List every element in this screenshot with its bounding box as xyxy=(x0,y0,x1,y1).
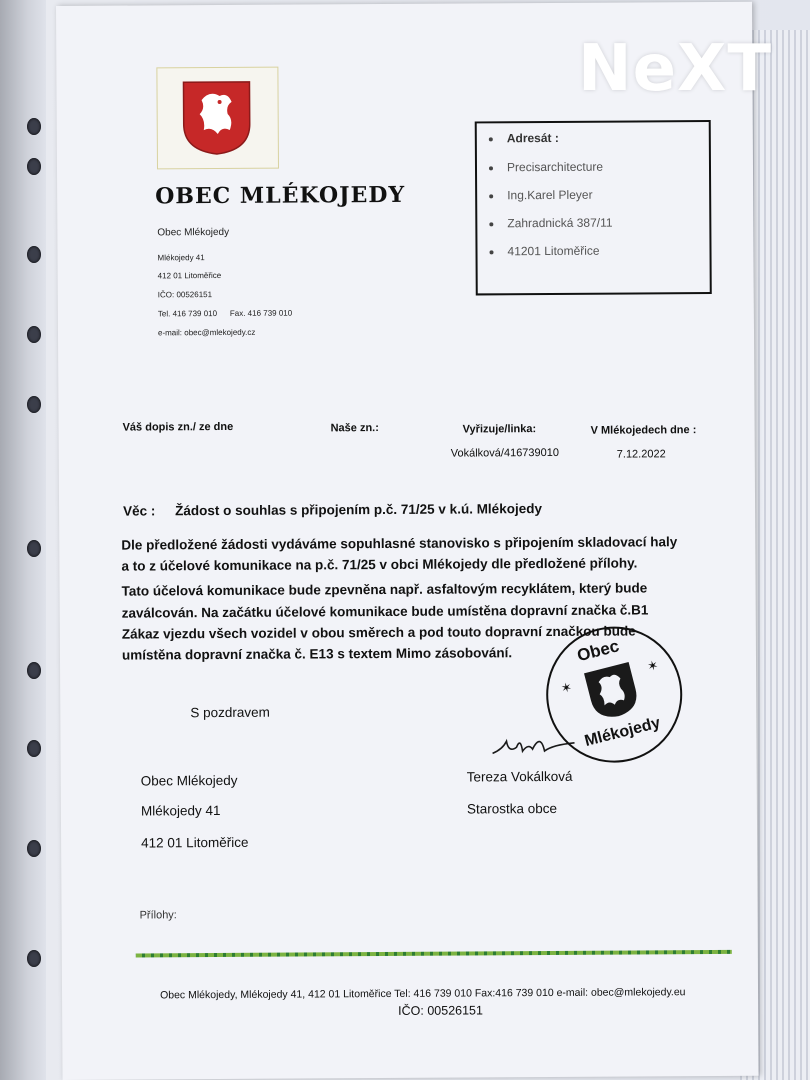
punch-hole xyxy=(27,246,41,263)
punch-hole xyxy=(27,396,41,413)
letterhead-name: Obec Mlékojedy xyxy=(157,226,230,239)
addressee-box xyxy=(475,120,712,295)
footer-rule xyxy=(136,950,732,958)
body-line: a to z účelové komunikace na p.č. 71/25 v obci Mlékojedy dle předložené přílohy. xyxy=(121,555,638,574)
our-ref-label: Naše zn.: xyxy=(330,422,379,435)
bullet-icon xyxy=(490,250,494,254)
footer-ico: IČO: 00526151 xyxy=(398,1003,483,1018)
letterhead-street: Mlékojedy 41 xyxy=(157,253,205,263)
bullet-icon xyxy=(489,194,493,198)
letterhead-tel: Tel. 416 739 010 xyxy=(157,309,218,319)
punch-hole xyxy=(27,540,41,557)
punch-hole xyxy=(27,950,41,967)
municipality-title: OBEC MLÉKOJEDY xyxy=(155,181,406,210)
addressee-line: Zahradnická 387/11 xyxy=(507,215,613,231)
body-line: Dle předložené žádosti vydáváme sopuhlasné stanovisko s připojením skladovací haly xyxy=(121,534,678,553)
addressee-line: Precisarchitecture xyxy=(506,159,604,175)
stamp-lion-icon xyxy=(582,660,644,725)
handled-by-value: Vokálková/416739010 xyxy=(450,446,560,460)
greeting: S pozdravem xyxy=(190,704,270,721)
stamp-bottom-text: Mlékojedy xyxy=(582,714,663,751)
subject-text: Žádost o souhlas s připojením p.č. 71/25 v k.ú. Mlékojedy xyxy=(175,501,542,519)
stamp-star: ✶ xyxy=(559,679,574,697)
punch-hole xyxy=(27,158,41,175)
attachments-label: Přílohy: xyxy=(139,909,177,922)
date-value: 7.12.2022 xyxy=(616,448,666,461)
punch-hole xyxy=(27,118,41,135)
coat-of-arms xyxy=(156,67,279,170)
subject-label: Věc : xyxy=(123,503,156,519)
lion-crest-icon xyxy=(181,80,251,156)
sender-street: Mlékojedy 41 xyxy=(140,803,221,819)
bullet-icon xyxy=(489,222,493,226)
stamp-top-text: Obec xyxy=(575,636,622,666)
letterhead-email: e-mail: obec@mlekojedy.cz xyxy=(157,327,256,338)
addressee-line: 41201 Litoměřice xyxy=(507,243,600,259)
letter-page xyxy=(56,2,759,1080)
bullet-icon xyxy=(489,137,493,141)
stamp-star: ✶ xyxy=(645,657,660,675)
signatory-role: Starostka obce xyxy=(466,800,558,817)
punch-hole xyxy=(27,740,41,757)
your-letter-label: Váš dopis zn./ ze dne xyxy=(122,420,234,434)
brand-logo: NeXT xyxy=(578,32,772,106)
place-date-label: V Mlékojedech dne : xyxy=(590,424,697,437)
addressee-heading: Adresát : xyxy=(506,130,559,146)
body-line: zaválcován. Na začátku účelové komunikace bude umístěna dopravní značka č.B1 xyxy=(121,602,649,621)
binder-edge xyxy=(0,0,46,1080)
punch-hole xyxy=(27,840,41,857)
letterhead-fax: Fax. 416 739 010 xyxy=(229,308,293,318)
punch-hole xyxy=(27,326,41,343)
sender-name: Obec Mlékojedy xyxy=(140,772,238,789)
sender-city: 412 01 Litoměřice xyxy=(141,834,249,851)
letterhead-ico: IČO: 00526151 xyxy=(157,290,213,300)
letterhead-city: 412 01 Litoměřice xyxy=(157,270,222,281)
body-line: Tato účelová komunikace bude zpevněna např. asfaltovým recyklátem, který bude xyxy=(121,580,648,599)
body-line: umístěna dopravní značka č. E13 s textem Mimo zásobování. xyxy=(121,645,513,663)
addressee-line: Ing.Karel Pleyer xyxy=(507,187,593,203)
signatory-name: Tereza Vokálková xyxy=(466,768,573,785)
body-line: Zákaz vjezdu všech vozidel v obou směrech a pod touto dopravní značkou bude xyxy=(121,623,636,642)
handled-by-label: Vyřizuje/linka: xyxy=(462,423,537,436)
punch-hole xyxy=(27,662,41,679)
bullet-icon xyxy=(489,166,493,170)
footer-contact: Obec Mlékojedy, Mlékojedy 41, 412 01 Litoměřice Tel: 416 739 010 Fax:416 739 010 e-mail: obec@mlekojedy.eu xyxy=(160,986,686,1002)
